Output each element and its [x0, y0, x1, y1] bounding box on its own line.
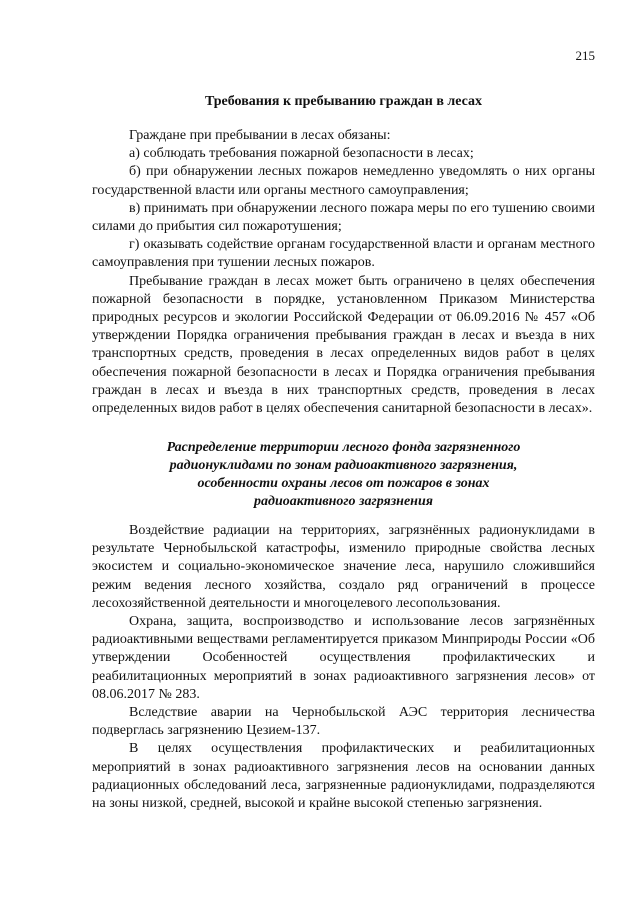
page-title: Требования к пребыванию граждан в лесах	[204, 94, 483, 109]
paragraph: В целях осуществления профилактических и реабилитационных мероприятий в зонах радиоактивного загрязнения лесов на основании данных радиационных обследований леса, загрязненные радионуклидами, подразделяются на зоны низкой, средней, высокой и крайне высокой степенью загрязнения.	[92, 741, 595, 812]
paragraph: б) при обнаружении лесных пожаров немедленно уведомлять о них органы государственной власти или органы местного самоуправления;	[92, 164, 595, 198]
paragraph: Охрана, защита, воспроизводство и использование лесов загрязнённых радиоактивными веществами регламентируется приказом Минприроды России «Об утверждении Особенностей осуществления профилактических и реабилитационных мероприятий в зонах радиоактивного загрязнения лесов» от 08.06.2017 № 283.	[92, 614, 595, 702]
paragraph: Граждане при пребывании в лесах обязаны:	[129, 128, 391, 143]
section-title	[122, 439, 565, 511]
paragraph: Вследствие аварии на Чернобыльской АЭС территория лесничества подверглась загрязнению Цезием-137.	[92, 705, 595, 739]
paragraph: а) соблюдать требования пожарной безопасности в лесах;	[129, 146, 474, 162]
paragraph: Пребывание граждан в лесах может быть ограничено в целях обеспечения пожарной безопасности в порядке, установленном Приказом Министерства природных ресурсов и экологии Российской Федерации от 06.09.2016 № 457 «Об утверждении Порядка ограничения пребывания граждан в лесах и въезда в них транспортных средств, проведения в лесах определенных видов работ в целях обеспечения пожарной безопасности в лесах и Порядка ограничения пребывания граждан в лесах и въезда в них транспортных средств, проведения в лесах определенных видов работ в целях обеспечения санитарной безопасности в лесах».	[92, 273, 595, 417]
paragraph: Воздействие радиации на территориях, загрязнённых радионуклидами в результате Чернобыльской катастрофы, изменило природные свойства лесных экосистем и социально-экономическое значение леса, нарушило сложившийся режим ведения лесного хозяйства, создало ряд ограничений в процессе лесохозяйственной деятельности и многоцелевого лесопользования.	[92, 523, 595, 611]
section-title-line: Распределение территории лесного фонда загрязненного	[166, 440, 521, 455]
section-text-block	[92, 522, 595, 813]
paragraph: в) принимать при обнаружении лесного пожара меры по его тушению своими силами до прибытия сил пожаротушения;	[92, 200, 595, 235]
intro-text-block	[92, 127, 595, 418]
section-title-line: радиоактивного загрязнения	[254, 494, 433, 509]
section-title-line: особенности охраны лесов от пожаров в зонах	[197, 476, 490, 491]
document-page	[92, 0, 595, 904]
section-title-line: радионуклидами по зонам радиоактивного загрязнения,	[169, 458, 518, 473]
paragraph: г) оказывать содействие органам государственной власти и органам местного самоуправления при тушении лесных пожаров.	[92, 237, 595, 271]
page-number: 215	[575, 48, 595, 63]
